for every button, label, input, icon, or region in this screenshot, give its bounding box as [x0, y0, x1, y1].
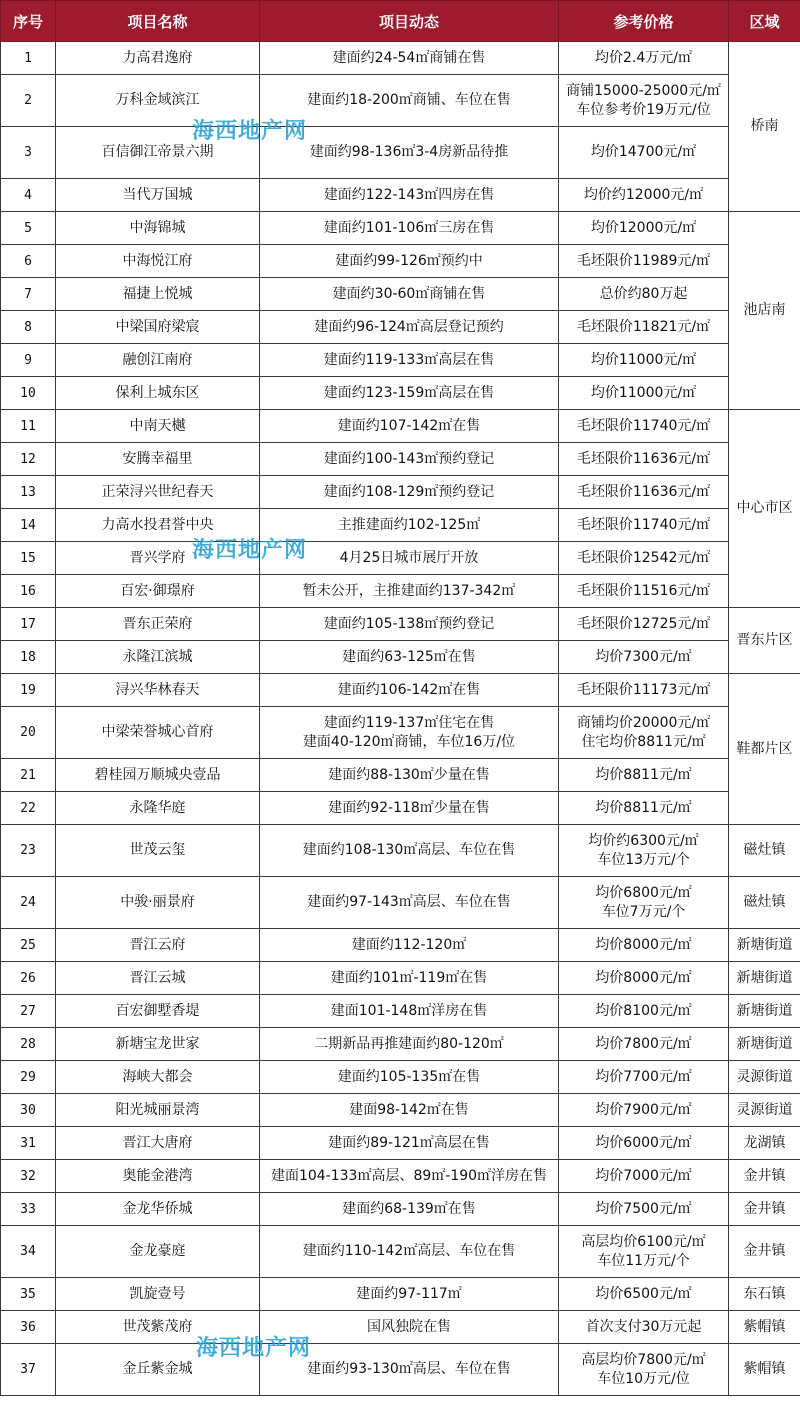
header-area: 区域: [729, 1, 800, 42]
project-name: 保利上城东区: [56, 377, 260, 410]
area-cell: 紫帽镇: [729, 1311, 800, 1344]
row-index: 19: [1, 674, 56, 707]
table-row: [1, 1028, 800, 1061]
table-row: [1, 1094, 800, 1127]
reference-price: [559, 311, 729, 344]
header-project-name: 项目名称: [56, 1, 260, 42]
project-name: 世茂紫茂府: [56, 1311, 260, 1344]
project-name: 世茂云玺: [56, 825, 260, 877]
reference-price: [559, 962, 729, 995]
project-status: [260, 1127, 559, 1160]
price-line: 均价11000元/㎡: [590, 351, 697, 368]
row-index: 8: [1, 311, 56, 344]
price-line: 毛坯限价11740元/㎡: [576, 417, 711, 434]
project-status: [260, 674, 559, 707]
project-status: [260, 1344, 559, 1396]
project-status: [260, 962, 559, 995]
status-line: 二期新品再推建面约80-120㎡: [314, 1035, 504, 1052]
status-line: 建面约112-120㎡: [351, 936, 467, 953]
project-status: [260, 127, 559, 179]
price-line: 商铺15000-25000元/㎡: [566, 82, 721, 99]
status-line: 建面约105-135㎡在售: [337, 1068, 481, 1085]
project-status: [260, 377, 559, 410]
price-line: 均价11000元/㎡: [590, 384, 697, 401]
reference-price: [559, 929, 729, 962]
table-row: [1, 42, 800, 75]
project-status: [260, 608, 559, 641]
reference-price: [559, 792, 729, 825]
table-row: [1, 929, 800, 962]
reference-price: [559, 608, 729, 641]
row-index: 29: [1, 1061, 56, 1094]
status-line: 建面约98-136㎡3-4房新品待推: [309, 144, 509, 160]
status-line: 建面约92-118㎡少量在售: [328, 799, 490, 816]
reference-price: [559, 443, 729, 476]
row-index: 6: [1, 245, 56, 278]
table-row: [1, 476, 800, 509]
row-index: 13: [1, 476, 56, 509]
reference-price: [559, 1094, 729, 1127]
status-line: 建面40-120㎡商铺，车位16万/位: [302, 733, 516, 750]
reference-price: [559, 377, 729, 410]
price-line: 车位10万元/位: [597, 1370, 690, 1387]
area-cell: 新塘街道: [729, 1028, 800, 1061]
project-status: [260, 42, 559, 75]
project-status: [260, 1311, 559, 1344]
project-name: 晋兴学府: [56, 542, 260, 575]
status-line: 建面约24-54㎡商铺在售: [332, 49, 486, 66]
project-status: [260, 1028, 559, 1061]
project-name: 金龙豪庭: [56, 1226, 260, 1278]
price-line: 均价约6300元/㎡: [588, 832, 699, 849]
project-name: 百宏·御璟府: [56, 575, 260, 608]
project-name: 晋江云城: [56, 962, 260, 995]
row-index: 24: [1, 877, 56, 929]
row-index: 10: [1, 377, 56, 410]
status-line: 建面约119-137㎡住宅在售: [323, 714, 495, 731]
reference-price: [559, 410, 729, 443]
row-index: 35: [1, 1278, 56, 1311]
project-name: 中海悦江府: [56, 245, 260, 278]
project-status: [260, 278, 559, 311]
project-name: 中海锦城: [56, 212, 260, 245]
watermark-text: 海西地产网: [192, 538, 308, 563]
price-line: 毛坯限价11821元/㎡: [576, 318, 711, 335]
project-name: 力高君逸府: [56, 42, 260, 75]
watermark-text: 海西地产网: [196, 1336, 312, 1361]
row-index: 27: [1, 995, 56, 1028]
project-name: 正荣浔兴世纪春天: [56, 476, 260, 509]
project-status: [260, 1160, 559, 1193]
price-line: 均价2.4万元/㎡: [595, 49, 692, 66]
header-project-status: 项目动态: [260, 1, 559, 42]
price-line: 车位11万元/个: [597, 1252, 690, 1269]
row-index: 26: [1, 962, 56, 995]
status-line: 主推建面约102-125㎡: [337, 516, 481, 533]
row-index: 17: [1, 608, 56, 641]
reference-price: [559, 344, 729, 377]
row-index: 9: [1, 344, 56, 377]
table-row: [1, 877, 800, 929]
status-line: 建面约122-143㎡四房在售: [323, 186, 495, 203]
table-row: [1, 707, 800, 759]
table-row: [1, 759, 800, 792]
project-status: [260, 212, 559, 245]
table-row: [1, 825, 800, 877]
price-line: 毛坯限价11989元/㎡: [576, 252, 711, 269]
reference-price: [559, 641, 729, 674]
project-name: 晋江大唐府: [56, 1127, 260, 1160]
price-line: 毛坯限价11173元/㎡: [576, 681, 711, 698]
reference-price: [559, 245, 729, 278]
status-line: 建面约110-142㎡高层、车位在售: [302, 1243, 516, 1259]
area-cell: 晋东片区: [729, 608, 800, 674]
area-cell: 鞋都片区: [729, 674, 800, 825]
status-line: 建面约107-142㎡在售: [337, 417, 481, 434]
price-line: 均价7500元/㎡: [595, 1200, 692, 1217]
price-line: 车位7万元/个: [601, 903, 686, 920]
project-name: 海峡大都会: [56, 1061, 260, 1094]
reference-price: [559, 1311, 729, 1344]
area-cell: 磁灶镇: [729, 825, 800, 877]
row-index: 15: [1, 542, 56, 575]
price-line: 均价8000元/㎡: [595, 969, 692, 986]
project-status: [260, 929, 559, 962]
price-line: 均价7800元/㎡: [595, 1035, 692, 1052]
reference-price: [559, 212, 729, 245]
price-line: 高层均价7800元/㎡: [581, 1351, 706, 1368]
table-row: [1, 1344, 800, 1396]
project-name: 凯旋壹号: [56, 1278, 260, 1311]
table-row: [1, 311, 800, 344]
price-line: 总价约80万起: [599, 285, 688, 302]
price-line: 均价7700元/㎡: [595, 1068, 692, 1085]
status-line: 建面约106-142㎡在售: [337, 681, 481, 698]
project-name: 永隆华庭: [56, 792, 260, 825]
project-name: 当代万国城: [56, 179, 260, 212]
project-name: 金龙华侨城: [56, 1193, 260, 1226]
project-name: 中梁国府梁宸: [56, 311, 260, 344]
status-line: 建面约68-139㎡在售: [342, 1200, 476, 1217]
row-index: 36: [1, 1311, 56, 1344]
price-line: 商铺均价20000元/㎡: [576, 714, 711, 731]
status-line: 建面约101㎡-119㎡在售: [330, 969, 488, 986]
area-cell: 龙湖镇: [729, 1127, 800, 1160]
project-status: [260, 75, 559, 127]
area-cell: 金井镇: [729, 1160, 800, 1193]
status-line: 建面约88-130㎡少量在售: [328, 766, 490, 783]
reference-price: [559, 575, 729, 608]
status-line: 建面98-142㎡在售: [349, 1101, 469, 1118]
status-line: 建面约108-129㎡预约登记: [323, 483, 495, 500]
row-index: 20: [1, 707, 56, 759]
status-line: 建面约97-117㎡: [356, 1285, 462, 1302]
project-status: [260, 443, 559, 476]
reference-price: [559, 1278, 729, 1311]
row-index: 1: [1, 42, 56, 75]
reference-price: [559, 542, 729, 575]
reference-price: [559, 42, 729, 75]
row-index: 5: [1, 212, 56, 245]
reference-price: [559, 1127, 729, 1160]
status-line: 建面约119-133㎡高层在售: [323, 351, 495, 368]
table-header-row: [1, 1, 800, 42]
table-row: [1, 1311, 800, 1344]
table-row: [1, 127, 800, 179]
reference-price: [559, 707, 729, 759]
status-line: 建面约30-60㎡商铺在售: [332, 285, 486, 302]
status-line: 建面约105-138㎡预约登记: [323, 615, 495, 632]
table-row: [1, 1226, 800, 1278]
status-line: 暂未公开，主推建面约137-342㎡: [302, 582, 516, 599]
price-line: 毛坯限价11636元/㎡: [576, 450, 711, 467]
status-line: 建面约100-143㎡预约登记: [323, 450, 495, 467]
table-row: [1, 962, 800, 995]
project-name: 奥能金港湾: [56, 1160, 260, 1193]
area-cell: 灵源街道: [729, 1061, 800, 1094]
project-status: [260, 575, 559, 608]
area-cell: 中心市区: [729, 410, 800, 608]
row-index: 32: [1, 1160, 56, 1193]
project-name: 百宏御墅香堤: [56, 995, 260, 1028]
project-name: 浔兴华林春天: [56, 674, 260, 707]
price-line: 均价8000元/㎡: [595, 936, 692, 953]
price-line: 均价7300元/㎡: [595, 648, 692, 665]
project-status: [260, 707, 559, 759]
price-line: 住宅均价8811元/㎡: [581, 733, 706, 750]
row-index: 2: [1, 75, 56, 127]
row-index: 33: [1, 1193, 56, 1226]
price-line: 均价6000元/㎡: [595, 1134, 692, 1151]
reference-price: [559, 1193, 729, 1226]
price-line: 高层均价6100元/㎡: [581, 1233, 706, 1250]
table-row: [1, 1160, 800, 1193]
status-line: 建面约97-143㎡高层、车位在售: [307, 894, 511, 910]
table-row: [1, 995, 800, 1028]
reference-price: [559, 179, 729, 212]
area-cell: 紫帽镇: [729, 1344, 800, 1396]
reference-price: [559, 877, 729, 929]
row-index: 31: [1, 1127, 56, 1160]
table-row: [1, 509, 800, 542]
table-row: [1, 344, 800, 377]
price-line: 毛坯限价12542元/㎡: [576, 549, 711, 566]
project-status: [260, 179, 559, 212]
project-status: [260, 344, 559, 377]
price-line: 车位13万元/个: [597, 851, 690, 868]
row-index: 37: [1, 1344, 56, 1396]
row-index: 14: [1, 509, 56, 542]
row-index: 34: [1, 1226, 56, 1278]
status-line: 建面约96-124㎡高层登记预约: [314, 318, 504, 335]
project-name: 新塘宝龙世家: [56, 1028, 260, 1061]
project-name: 晋东正荣府: [56, 608, 260, 641]
row-index: 4: [1, 179, 56, 212]
price-line: 均价8811元/㎡: [595, 799, 692, 816]
area-cell: 新塘街道: [729, 962, 800, 995]
project-status: [260, 1061, 559, 1094]
row-index: 22: [1, 792, 56, 825]
table-row: [1, 1193, 800, 1226]
price-line: 车位参考价19万元/位: [576, 101, 711, 118]
area-cell: 灵源街道: [729, 1094, 800, 1127]
price-line: 均价8100元/㎡: [595, 1002, 692, 1019]
reference-price: [559, 1344, 729, 1396]
status-line: 建面约123-159㎡高层在售: [323, 384, 495, 401]
header-index: 序号: [1, 1, 56, 42]
project-status: [260, 792, 559, 825]
row-index: 3: [1, 127, 56, 179]
area-cell: 金井镇: [729, 1193, 800, 1226]
status-line: 建面约63-125㎡在售: [342, 648, 476, 665]
reference-price: [559, 825, 729, 877]
reference-price: [559, 674, 729, 707]
project-name: 安腾幸福里: [56, 443, 260, 476]
reference-price: [559, 995, 729, 1028]
price-line: 均价14700元/㎡: [590, 144, 697, 160]
price-line: 均价8811元/㎡: [595, 766, 692, 783]
project-status: [260, 311, 559, 344]
table-row: [1, 575, 800, 608]
project-status: [260, 995, 559, 1028]
status-line: 建面约93-130㎡高层、车位在售: [307, 1361, 511, 1377]
table-row: [1, 608, 800, 641]
project-name: 融创江南府: [56, 344, 260, 377]
reference-price: [559, 476, 729, 509]
status-line: 建面104-133㎡高层、89㎡-190㎡洋房在售: [270, 1167, 548, 1184]
table-row: [1, 179, 800, 212]
project-name: 阳光城丽景湾: [56, 1094, 260, 1127]
project-status: [260, 759, 559, 792]
reference-price: [559, 75, 729, 127]
price-line: 毛坯限价11516元/㎡: [576, 582, 711, 599]
row-index: 12: [1, 443, 56, 476]
project-status: [260, 1226, 559, 1278]
table-row: [1, 278, 800, 311]
reference-price: [559, 1226, 729, 1278]
table-row: [1, 443, 800, 476]
price-line: 毛坯限价11636元/㎡: [576, 483, 711, 500]
price-line: 均价12000元/㎡: [590, 219, 697, 236]
row-index: 23: [1, 825, 56, 877]
row-index: 16: [1, 575, 56, 608]
price-line: 均价约12000元/㎡: [583, 186, 704, 203]
status-line: 4月25日城市展厅开放: [339, 549, 479, 566]
row-index: 30: [1, 1094, 56, 1127]
reference-price: [559, 759, 729, 792]
project-status: [260, 245, 559, 278]
project-status: [260, 641, 559, 674]
table-row: [1, 1127, 800, 1160]
area-cell: 池店南: [729, 212, 800, 410]
table-row: [1, 792, 800, 825]
table-row: [1, 377, 800, 410]
reference-price: [559, 278, 729, 311]
project-name: 中梁荣誉城心首府: [56, 707, 260, 759]
project-status: [260, 1278, 559, 1311]
area-cell: 新塘街道: [729, 929, 800, 962]
table-row: [1, 641, 800, 674]
status-line: 国风独院在售: [367, 1318, 451, 1335]
project-status: [260, 1193, 559, 1226]
project-name: 万科金域滨江: [56, 75, 260, 127]
header-reference-price: 参考价格: [559, 1, 729, 42]
status-line: 建面约99-126㎡预约中: [335, 252, 483, 269]
row-index: 21: [1, 759, 56, 792]
area-cell: 磁灶镇: [729, 877, 800, 929]
project-status: [260, 825, 559, 877]
status-line: 建面约18-200㎡商铺、车位在售: [307, 92, 511, 108]
area-cell: 金井镇: [729, 1226, 800, 1278]
status-line: 建面约101-106㎡三房在售: [323, 219, 495, 236]
project-status: [260, 476, 559, 509]
project-name: 中骏·丽景府: [56, 877, 260, 929]
project-name: 碧桂园万顺城央壹品: [56, 759, 260, 792]
area-cell: 东石镇: [729, 1278, 800, 1311]
table-row: [1, 1278, 800, 1311]
project-name: 中南天樾: [56, 410, 260, 443]
price-line: 均价7000元/㎡: [595, 1167, 692, 1184]
status-line: 建面101-148㎡洋房在售: [330, 1002, 488, 1019]
project-name: 力高水投君誉中央: [56, 509, 260, 542]
row-index: 11: [1, 410, 56, 443]
project-status: [260, 1094, 559, 1127]
project-name: 福捷上悦城: [56, 278, 260, 311]
price-line: 首次支付30万元起: [585, 1318, 702, 1335]
price-line: 毛坯限价11740元/㎡: [576, 516, 711, 533]
watermark-text: 海西地产网: [192, 119, 308, 144]
project-name: 金丘紫金城: [56, 1344, 260, 1396]
table-row: [1, 245, 800, 278]
table-row: [1, 542, 800, 575]
reference-price: [559, 1061, 729, 1094]
project-status: [260, 877, 559, 929]
row-index: 7: [1, 278, 56, 311]
reference-price: [559, 1160, 729, 1193]
price-line: 均价7900元/㎡: [595, 1101, 692, 1118]
row-index: 25: [1, 929, 56, 962]
table-row: [1, 674, 800, 707]
project-status: [260, 542, 559, 575]
project-status: [260, 410, 559, 443]
project-name: 百信御江帝景六期: [56, 127, 260, 179]
status-line: 建面约108-130㎡高层、车位在售: [302, 842, 516, 858]
reference-price: [559, 1028, 729, 1061]
row-index: 18: [1, 641, 56, 674]
table-row: [1, 75, 800, 127]
reference-price: [559, 509, 729, 542]
reference-price: [559, 127, 729, 179]
project-name: 永隆江滨城: [56, 641, 260, 674]
project-status: [260, 509, 559, 542]
area-cell: 桥南: [729, 42, 800, 212]
price-line: 均价6800元/㎡: [595, 884, 692, 901]
table-body: [1, 42, 800, 1396]
area-cell: 新塘街道: [729, 995, 800, 1028]
row-index: 28: [1, 1028, 56, 1061]
table-row: [1, 212, 800, 245]
project-name: 晋江云府: [56, 929, 260, 962]
price-line: 毛坯限价12725元/㎡: [576, 615, 711, 632]
price-line: 均价6500元/㎡: [595, 1285, 692, 1302]
table-row: [1, 1061, 800, 1094]
table-row: [1, 410, 800, 443]
status-line: 建面约89-121㎡高层在售: [328, 1134, 490, 1151]
